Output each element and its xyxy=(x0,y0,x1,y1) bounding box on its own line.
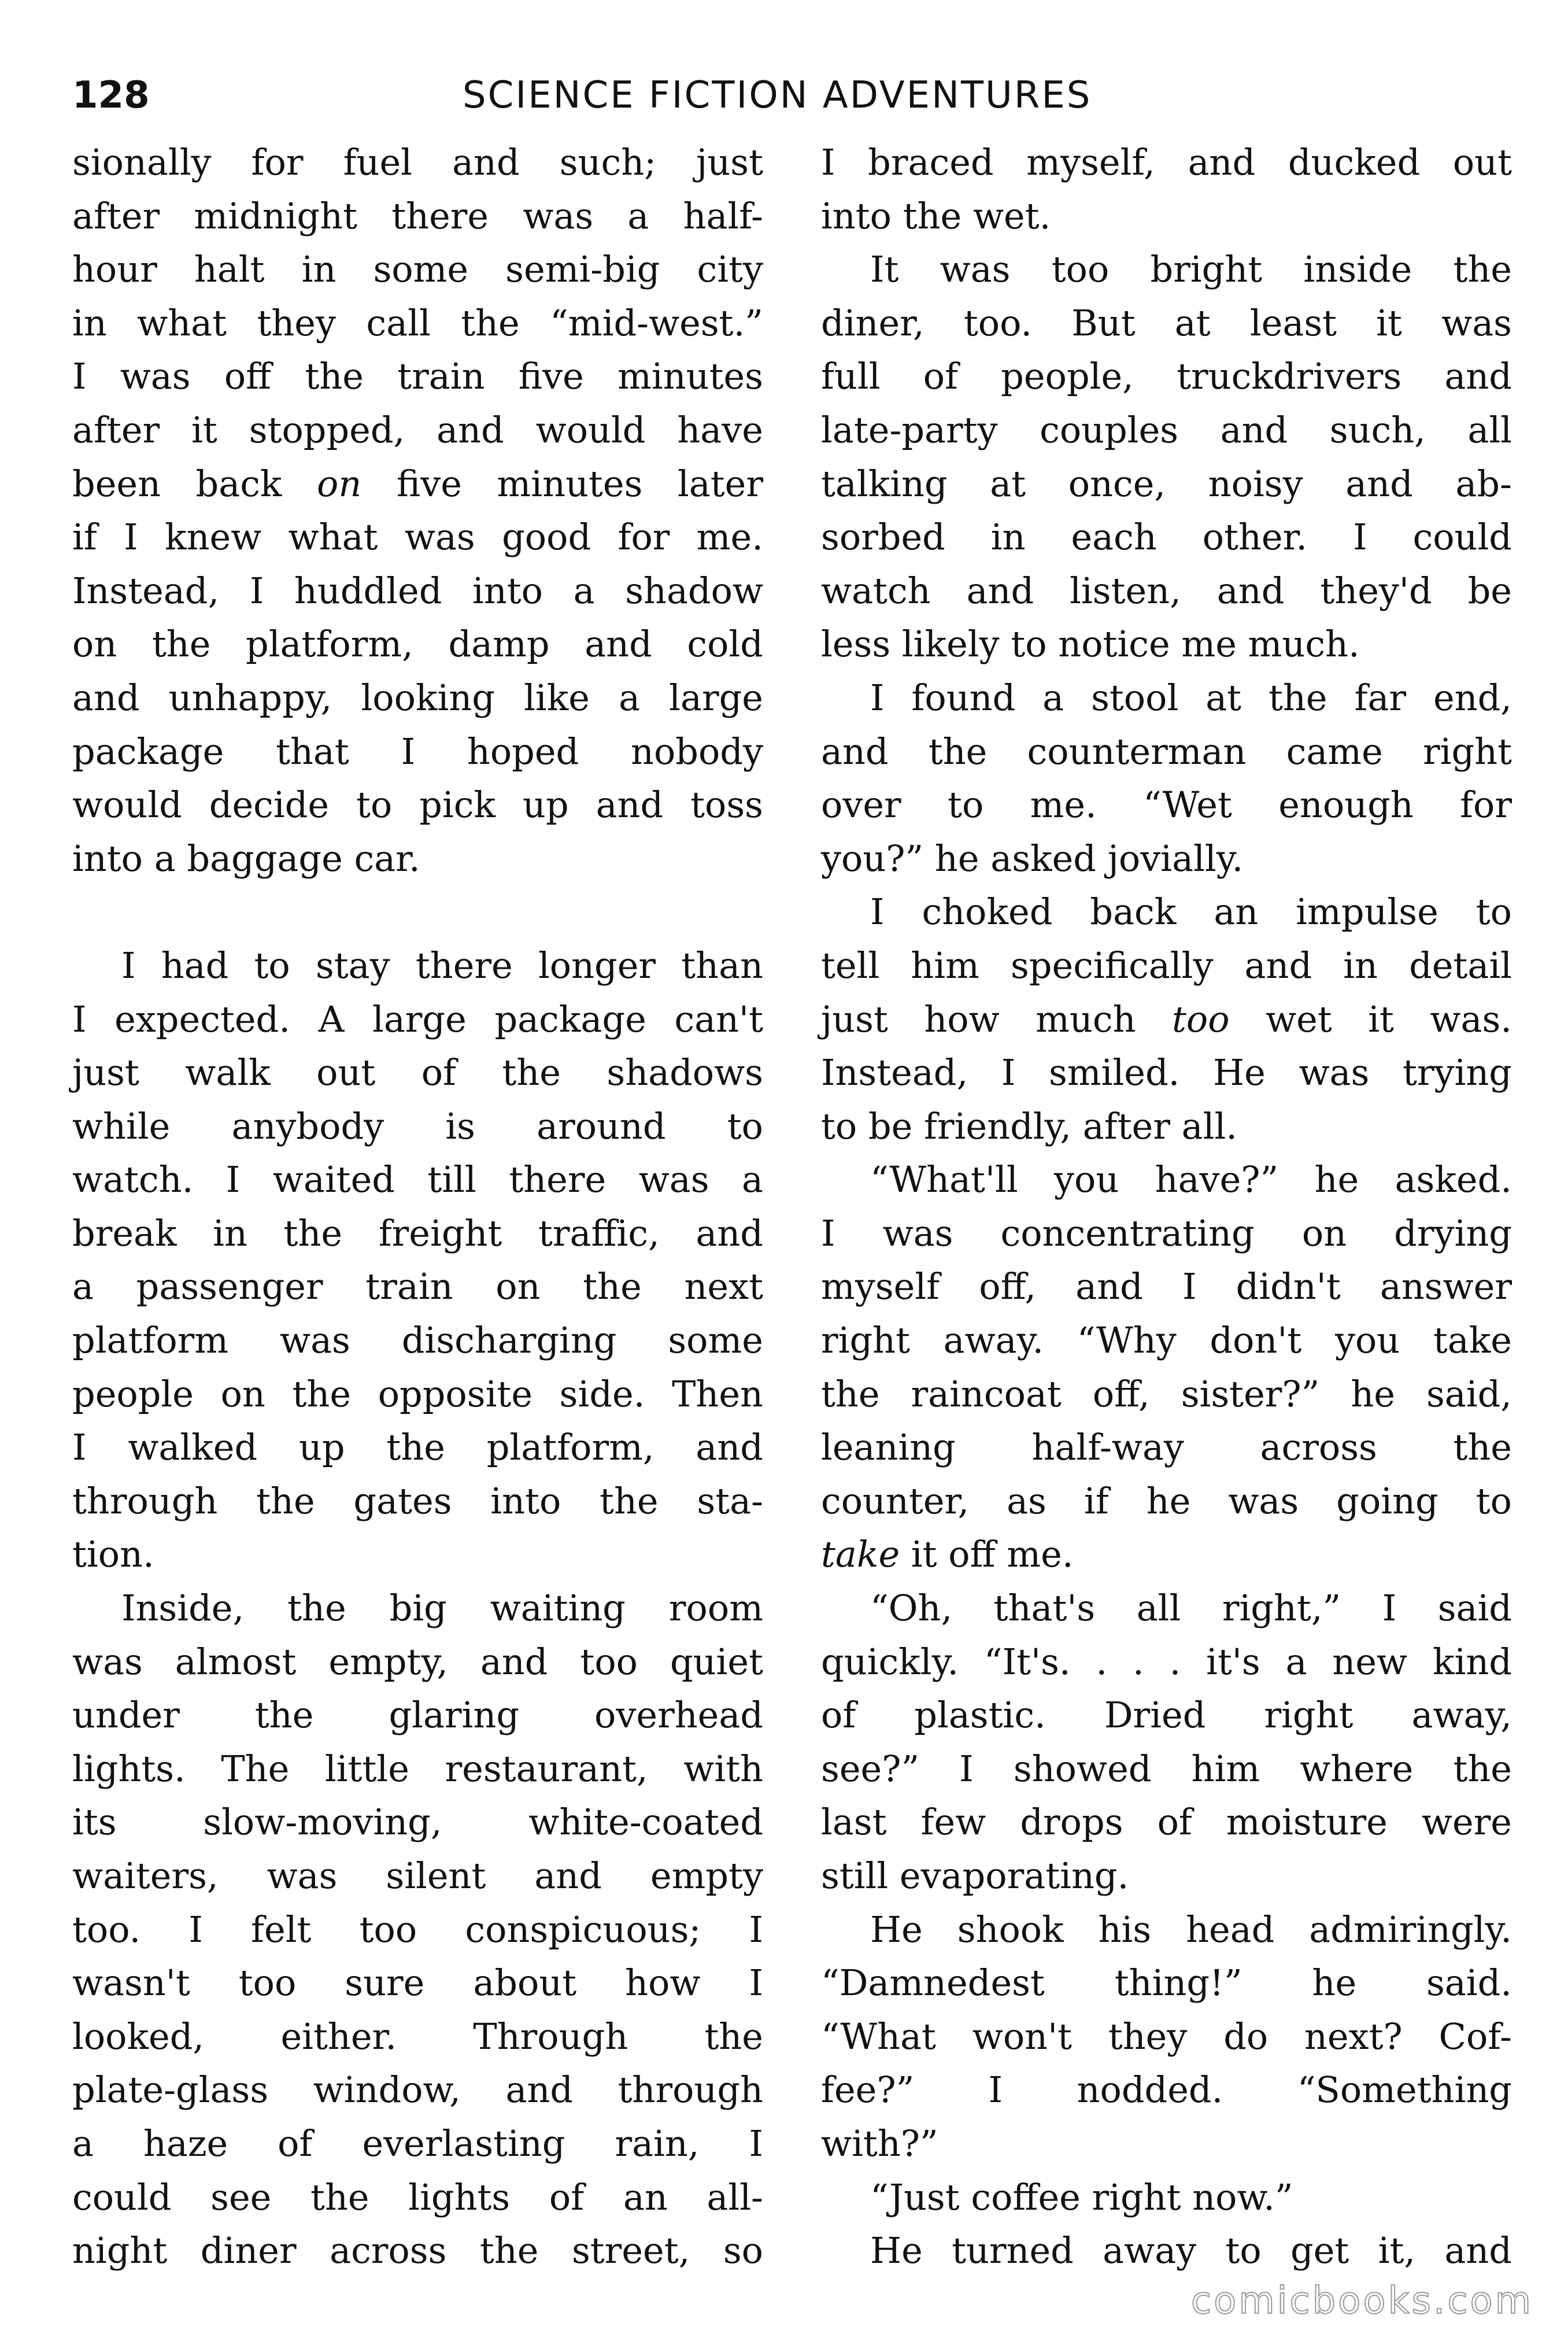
text-line: “What'll you have?” he asked. xyxy=(870,1158,1512,1201)
text-line: He turned away to get it, and xyxy=(870,2229,1512,2272)
watermark: comicbooks.com xyxy=(1190,2280,1533,2322)
text-line: leaning half-way across the xyxy=(821,1426,1512,1469)
text-line: wasn't too sure about how I xyxy=(72,1962,763,2004)
text-line: night diner across the street, so xyxy=(72,2229,763,2272)
text-line: “Oh, that's all right,” I said xyxy=(870,1587,1512,1630)
text-line: a passenger train on the next xyxy=(72,1265,763,1308)
text-line: plate-glass window, and through xyxy=(72,2069,763,2111)
text-line: if I knew what was good for me. xyxy=(72,516,763,559)
text-line: see?” I showed him where the xyxy=(821,1747,1512,1790)
text-line: I walked up the platform, and xyxy=(72,1426,763,1469)
text-line: with?” xyxy=(821,2122,938,2165)
text-line: in what they call the “mid-west.” xyxy=(72,301,763,344)
text-line: “Damnedest thing!” he said. xyxy=(821,1962,1512,2004)
text-line: I braced myself, and ducked out xyxy=(821,141,1512,183)
text-line: just how much too wet it was. xyxy=(821,998,1512,1040)
text-line: too. I felt too conspicuous; I xyxy=(72,1908,763,1951)
text-line: after it stopped, and would have xyxy=(72,408,763,451)
text-line: I choked back an impulse to xyxy=(870,891,1512,933)
text-line: you?” he asked jovially. xyxy=(821,837,1244,880)
text-line: late-party couples and such, all xyxy=(821,408,1512,451)
text-line: was almost empty, and too quiet xyxy=(72,1640,763,1683)
text-line: hour halt in some semi-big city xyxy=(72,248,763,291)
text-line: “What won't they do next? Cof- xyxy=(821,2015,1512,2058)
text-line: I expected. A large package can't xyxy=(72,998,763,1040)
text-line: on the platform, damp and cold xyxy=(72,623,763,666)
text-line: Inside, the big waiting room xyxy=(121,1587,763,1630)
text-line: people on the opposite side. Then xyxy=(72,1372,763,1415)
text-line: I was off the train five minutes xyxy=(72,355,763,398)
text-line: into the wet. xyxy=(821,194,1051,237)
text-line: would decide to pick up and toss xyxy=(72,784,763,826)
paragraph-break xyxy=(72,885,763,939)
text-line: I had to stay there longer than xyxy=(121,944,763,987)
text-line: counter, as if he was going to xyxy=(821,1479,1512,1522)
text-line: just walk out of the shadows xyxy=(72,1051,763,1094)
text-line: and unhappy, looking like a large xyxy=(72,676,763,719)
page-number: 128 xyxy=(72,74,150,117)
text-line: through the gates into the sta- xyxy=(72,1479,763,1522)
text-line: tell him specifically and in detail xyxy=(821,944,1512,987)
text-line: while anybody is around to xyxy=(72,1105,763,1147)
text-line: watch. I waited till there was a xyxy=(72,1158,763,1201)
text-line: under the glaring overhead xyxy=(72,1694,763,1737)
right-column xyxy=(821,136,1512,2278)
text-line: and the counterman came right xyxy=(821,730,1512,773)
text-line: been back on five minutes later xyxy=(72,462,763,505)
text-line: into a baggage car. xyxy=(72,837,420,880)
text-line: to be friendly, after all. xyxy=(821,1105,1237,1147)
text-line: a haze of everlasting rain, I xyxy=(72,2122,763,2165)
text-line: fee?” I nodded. “Something xyxy=(821,2069,1512,2111)
text-line: diner, too. But at least it was xyxy=(821,301,1512,344)
text-line: over to me. “Wet enough for xyxy=(821,784,1512,826)
left-column xyxy=(72,136,763,2278)
text-line: its slow-moving, white-coated xyxy=(72,1801,763,1844)
text-line: He shook his head admiringly. xyxy=(870,1908,1512,1951)
text-line: sorbed in each other. I could xyxy=(821,516,1512,559)
text-line: “Just coffee right now.” xyxy=(870,2176,1293,2218)
text-line: could see the lights of an all- xyxy=(72,2176,763,2218)
text-line: still evaporating. xyxy=(821,1855,1129,1897)
text-line: myself off, and I didn't answer xyxy=(821,1265,1512,1308)
text-line: tion. xyxy=(72,1533,154,1576)
text-line: watch and listen, and they'd be xyxy=(821,569,1512,612)
text-line: waiters, was silent and empty xyxy=(72,1855,763,1897)
text-line: after midnight there was a half- xyxy=(72,194,763,237)
text-line: of plastic. Dried right away, xyxy=(821,1694,1512,1737)
text-line: It was too bright inside the xyxy=(870,248,1512,291)
text-line: talking at once, noisy and ab- xyxy=(821,462,1512,505)
text-line: quickly. “It's. . . . it's a new kind xyxy=(821,1640,1512,1683)
text-line: platform was discharging some xyxy=(72,1319,763,1362)
text-line: package that I hoped nobody xyxy=(72,730,763,773)
text-line: Instead, I smiled. He was trying xyxy=(821,1051,1512,1094)
running-head: SCIENCE FICTION ADVENTURES xyxy=(463,74,1092,117)
text-line: last few drops of moisture were xyxy=(821,1801,1512,1844)
text-line: looked, either. Through the xyxy=(72,2015,763,2058)
text-line: I was concentrating on drying xyxy=(821,1212,1512,1254)
text-line: the raincoat off, sister?” he said, xyxy=(821,1372,1512,1415)
text-line: sionally for fuel and such; just xyxy=(72,141,763,183)
text-line: right away. “Why don't you take xyxy=(821,1319,1512,1362)
text-line: full of people, truckdrivers and xyxy=(821,355,1512,398)
page-header xyxy=(72,64,1518,127)
text-line: break in the freight traffic, and xyxy=(72,1212,763,1254)
text-line: lights. The little restaurant, with xyxy=(72,1747,763,1790)
text-line: I found a stool at the far end, xyxy=(870,676,1512,719)
text-line: less likely to notice me much. xyxy=(821,623,1360,666)
text-line: take it off me. xyxy=(821,1533,1074,1576)
text-line: Instead, I huddled into a shadow xyxy=(72,569,763,612)
